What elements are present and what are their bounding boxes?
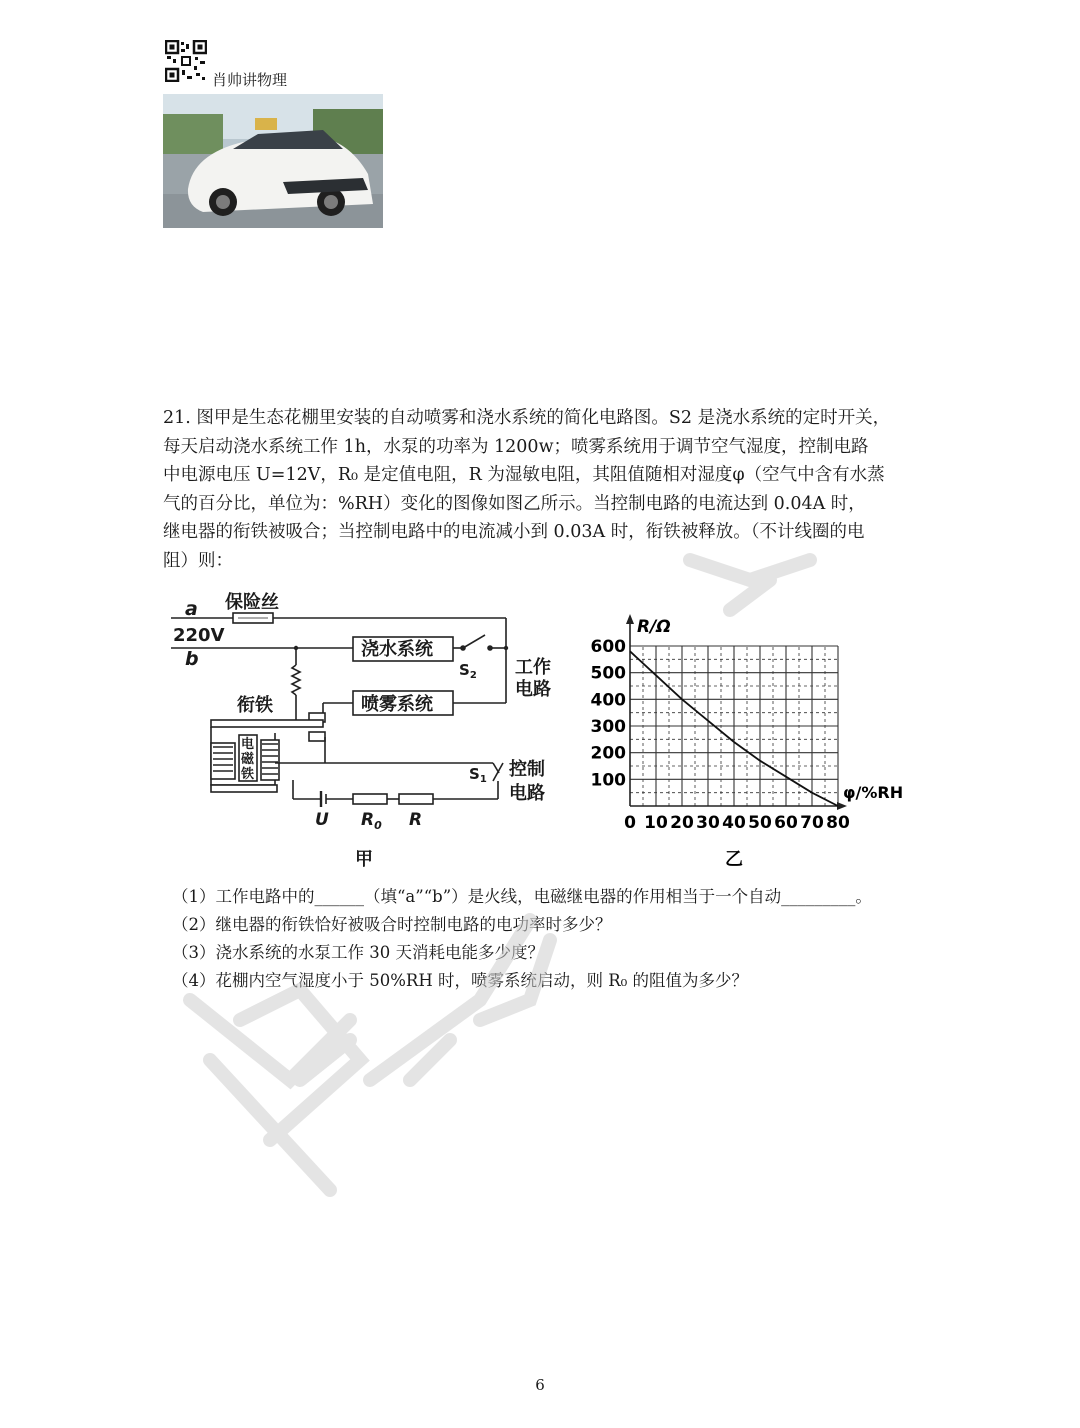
- electromagnet-label-2: 磁: [241, 752, 255, 767]
- y-tick-label: 300: [590, 717, 626, 737]
- control-circuit-label-2: 电路: [509, 783, 545, 804]
- work-circuit-label-2: 电路: [515, 679, 551, 700]
- voltage-label: 220V: [173, 625, 225, 646]
- x-axis-label: φ/%RH: [843, 783, 904, 802]
- x-tick-label: 10: [644, 813, 668, 833]
- question-line: 气的百分比，单位为：%RH）变化的图像如图乙所示。当控制电路的电流达到 0.04A 时，: [163, 493, 866, 514]
- question-line: 中电源电压 U=12V，R₀ 是定值电阻，R 为湿敏电阻，其阻值随相对湿度φ（空气中含有水蒸: [163, 465, 885, 486]
- x-tick-label: 20: [670, 813, 694, 833]
- spray-system-label: 喷雾系统: [361, 694, 433, 715]
- subquestion-4: （4）花棚内空气湿度小于 50%RH 时，喷雾系统启动，则 R₀ 的阻值为多少？: [172, 971, 749, 990]
- switch-s2-label: $S_2$: [459, 661, 477, 681]
- chart-grid: [630, 646, 838, 806]
- circuit-diagram: [163, 585, 563, 875]
- subquestion-2: （2）继电器的衔铁恰好被吸合时控制电路的电功率时多少？: [172, 915, 612, 934]
- question-text: [163, 404, 923, 576]
- figure-caption-jia: 甲: [355, 849, 373, 870]
- x-tick-label: 30: [696, 813, 720, 833]
- x-tick-label: 40: [722, 813, 746, 833]
- y-axis-label: R/Ω: [637, 617, 671, 637]
- x-axis-arrow: [837, 802, 847, 810]
- electromagnet-label-3: 铁: [241, 767, 255, 782]
- x-tick-label: 0: [624, 813, 636, 833]
- y-tick-label: 200: [590, 743, 626, 764]
- question-line: 继电器的衔铁被吸合；当控制电路中的电流减小到 0.03A 时，衔铁被释放。（不计线圈的电: [163, 522, 865, 543]
- y-axis-arrow: [626, 614, 634, 624]
- question-line: 每天启动浇水系统工作 1h，水泵的功率为 1200w；喷雾系统用于调节空气湿度，控制电路: [163, 436, 869, 457]
- work-circuit-label-1: 工作: [515, 657, 551, 678]
- x-tick-label: 80: [826, 813, 850, 833]
- voltage-u-label: U: [315, 810, 329, 830]
- resistor-r0-label: $R_0$: [361, 810, 382, 832]
- y-tick-label: 100: [590, 770, 626, 791]
- subquestion-3: （3）浇水系统的水泵工作 30 天消耗电能多少度？: [172, 943, 544, 962]
- subquestion-1: （1）工作电路中的______（填“a”“b”）是火线，电磁继电器的作用相当于一个自动_________。: [172, 887, 872, 906]
- question-line: 阻）则：: [163, 550, 233, 571]
- brand-name: 肖帅讲物理: [212, 71, 288, 89]
- resistor-r-label: R: [409, 810, 423, 830]
- page-number: 6: [535, 1376, 545, 1394]
- figure-caption-yi: 乙: [725, 849, 743, 870]
- qr-code-icon: [165, 40, 207, 82]
- y-tick-label: 500: [590, 663, 626, 684]
- electromagnet-label-1: 电: [241, 737, 255, 752]
- label-b: b: [185, 648, 199, 670]
- fuse-label: 保险丝: [225, 592, 279, 613]
- x-tick-label: 60: [774, 813, 798, 833]
- resistance-humidity-chart: [585, 610, 925, 880]
- self-driving-car-photo: [163, 94, 383, 228]
- y-tick-label: 400: [590, 690, 626, 711]
- armature-label: 衔铁: [237, 695, 273, 716]
- x-tick-label: 50: [748, 813, 772, 833]
- x-tick-label: 70: [800, 813, 824, 833]
- y-tick-label: 600: [590, 637, 626, 657]
- watering-system-label: 浇水系统: [361, 639, 433, 660]
- label-a: a: [185, 598, 198, 620]
- switch-s1-label: $S_1$: [469, 765, 487, 785]
- question-line: 21. 图甲是生态花棚里安装的自动喷雾和浇水系统的简化电路图。S2 是浇水系统的定时开关，: [163, 408, 891, 428]
- control-circuit-label-1: 控制: [509, 759, 545, 780]
